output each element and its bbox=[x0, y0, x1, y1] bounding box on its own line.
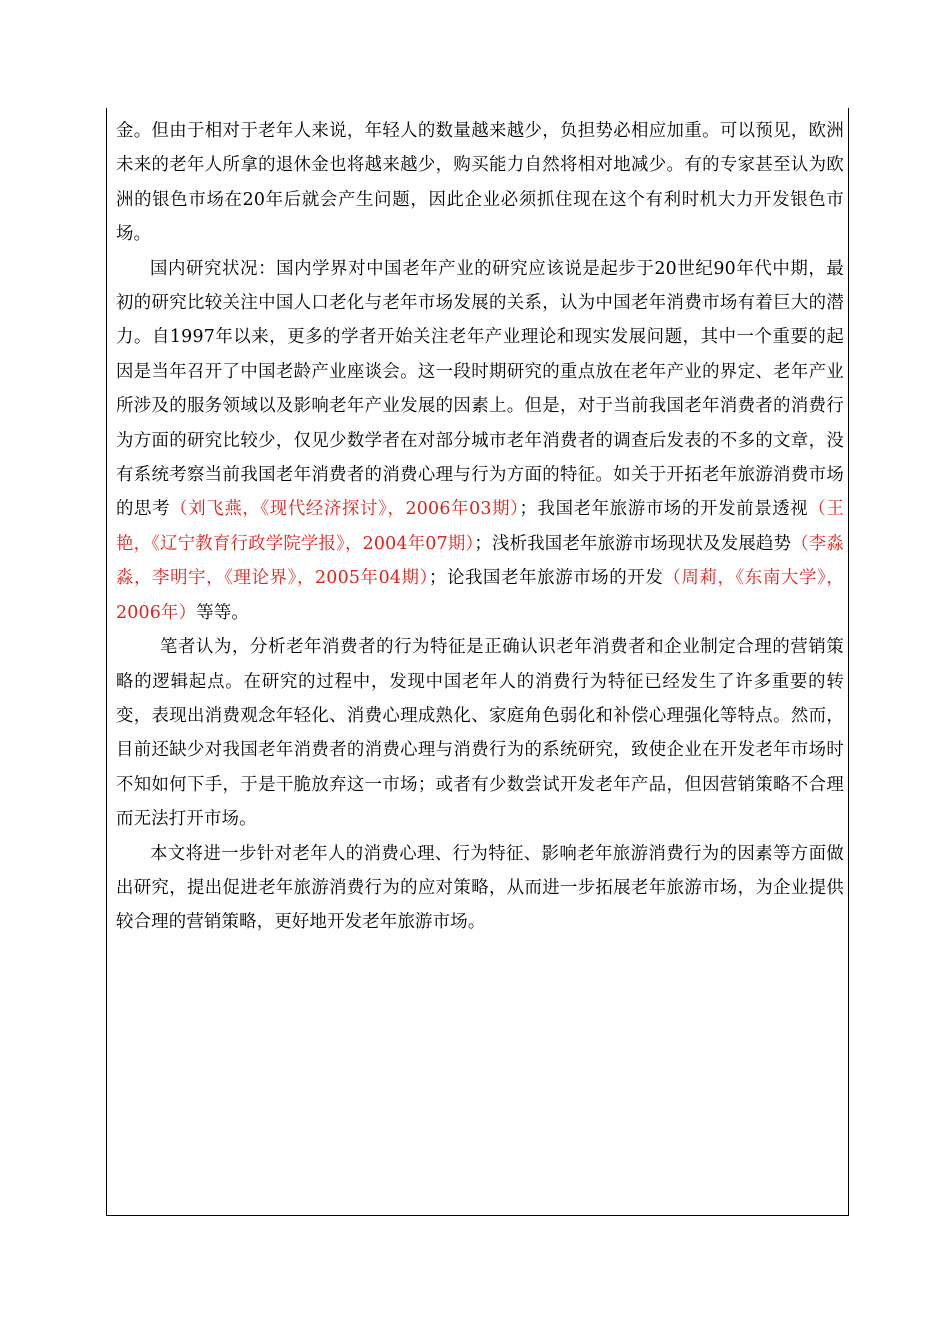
paragraph-text: 国内研究状况：国内学界对中国老年产业的研究应该说是起步于20世纪90年代中期，最初的研究比较关注中国人口老化与老年市场发展的关系，认为中国老年消费市场有着巨大的潜力。自1997年以来，更多的学者开始关注老年产业理论和现实发展问题，其中一个重要的起因是当年召开了中国老龄产业座谈会。这一段时期研究的重点放在老年产业的界定、老年产业所涉及的服务领域以及影响老年产业发展的因素上。但是，对于当前我国老年消费者的消费行为方面的研究比较少，仅见少数学者在对部分城市老年消费者的调查后发表的不多的文章，没有系统考察当前我国老年消费者的消费心理与行为方面的特征。如关于开拓老年旅游消费市场的思考 bbox=[116, 258, 844, 520]
paragraph-continuation bbox=[116, 114, 844, 252]
paragraph-paper-aim bbox=[116, 837, 844, 940]
paragraph-domestic-research bbox=[116, 252, 844, 630]
paragraph-text: 笔者认为，分析老年消费者的行为特征是正确认识老年消费者和企业制定合理的营销策略的逻辑起点。在研究的过程中，发现中国老年人的消费行为特征已经发生了许多重要的转变，表现出消费观念年轻化、消费心理成熟化、家庭角色弱化和补偿心理强化等特点。然而，目前还缺少对我国老年消费者的消费心理与消费行为的系统研究，致使企业在开发老年市场时不知如何下手，于是干脆放弃这一市场；或者有少数尝试开发老年产品，但因营销策略不合理而无法打开市场。 bbox=[116, 637, 844, 830]
citation-liu-feiyan: （刘飞燕，《现代经济探讨》，2006年03期） bbox=[170, 499, 520, 520]
citation-zhou-li: （周莉，《东南大学》，2006年） bbox=[116, 568, 844, 623]
paragraph-author-view bbox=[116, 630, 844, 836]
paragraph-text: 等等。 bbox=[196, 602, 250, 623]
paragraph-text: 本文将进一步针对老年人的消费心理、行为特征、影响老年旅游消费行为的因素等方面做出研究，提出促进老年旅游消费行为的应对策略，从而进一步拓展老年旅游市场，为企业提供较合理的营销策略，更好地开发老年旅游市场。 bbox=[116, 843, 844, 933]
paragraph-text: 金。但由于相对于老年人来说，年轻人的数量越来越少，负担势必相应加重。可以预见，欧洲未来的老年人所拿的退休金也将越来越少，购买能力自然将相对地减少。有的专家甚至认为欧洲的银色市场在20年后就会产生问题，因此企业必须抓住现在这个有利时机大力开发银色市场。 bbox=[116, 121, 844, 245]
paragraph-text: ；我国老年旅游市场的开发前景透视 bbox=[519, 499, 809, 520]
citation-wang-yan: （王艳，《辽宁教育行政学院学报》，2004年07期） bbox=[116, 499, 845, 554]
paragraph-text: ；浅析我国老年旅游市场现状及发展趋势 bbox=[474, 533, 792, 554]
document-body bbox=[116, 114, 844, 940]
citation-li-miaomiao: （李淼淼，李明宇，《理论界》，2005年04期） bbox=[116, 533, 844, 589]
paragraph-text: ；论我国老年旅游市场的开发 bbox=[428, 568, 664, 589]
